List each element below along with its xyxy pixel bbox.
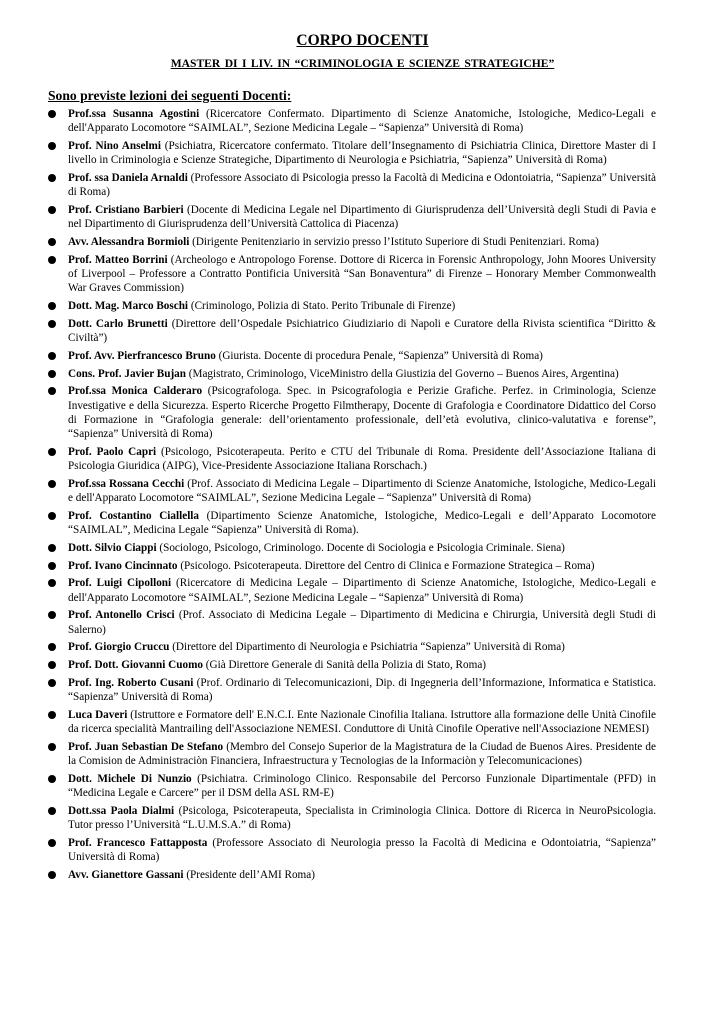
docente-name: Dott.ssa Paola Dialmi bbox=[68, 804, 175, 817]
docente-list-item bbox=[48, 640, 656, 654]
docente-list-item bbox=[48, 107, 656, 135]
docente-description: (Docente di Medicina Legale nel Dipartimento di Giurisprudenza dell’Università degli Studi di Pavia e nel Dipartimento di Giurisprudenza dell’Università Cattolica di Piacenza) bbox=[68, 204, 656, 231]
docente-list-item bbox=[48, 235, 656, 249]
docente-description: (Psicologo. Psicoterapeuta. Direttore del Centro di Clinica e Formazione Strategica – Roma) bbox=[177, 559, 595, 572]
docente-list-item bbox=[48, 445, 656, 473]
docente-description: (Membro del Consejo Superior de la Magistratura de la Ciudad de Buenos Aires. Presidente de la Comision de Administraciòn Financiera, Infraestructura y Tecnologias de la Informaciòn y Telecomunicaciones) bbox=[68, 740, 656, 768]
docente-name: Prof. Matteo Borrini bbox=[68, 253, 168, 266]
bullet-icon bbox=[48, 807, 56, 815]
docente-list-item bbox=[48, 608, 656, 636]
docente-description: (Criminologo, Polizia di Stato. Perito Tribunale di Firenze) bbox=[188, 300, 456, 312]
bullet-icon bbox=[48, 512, 56, 520]
docente-description: (Prof. Associato di Medicina Legale – Dipartimento di Medicina e Chirurgia, Università degli Studi di Salerno) bbox=[68, 609, 657, 636]
bullet-icon bbox=[48, 387, 56, 395]
docente-name: Luca Daveri bbox=[68, 708, 128, 721]
docente-description: (Professore Associato di Psicologia presso la Facoltà di Medicina e Odontoiatria, “Sapienza” Università di Roma) bbox=[68, 172, 656, 199]
bullet-icon bbox=[48, 611, 56, 619]
docente-name: Prof. ssa Daniela Arnaldi bbox=[68, 172, 188, 184]
docente-list-item bbox=[48, 299, 656, 313]
docente-name: Dott. Mag. Marco Boschi bbox=[68, 300, 189, 312]
docente-list-item bbox=[48, 139, 656, 167]
bullet-icon bbox=[48, 871, 56, 879]
docente-description: (Psichiatra, Ricercatore confermato. Titolare dell’Insegnamento di Psichiatria Clinica, Direttore Master di I livello in Criminologia e Scienze Strategiche, Dipartimento di Neurologia e Psichiatria, “Sapienza” Università di Roma) bbox=[68, 140, 656, 167]
docente-list-item bbox=[48, 509, 656, 537]
docente-list-item bbox=[48, 171, 656, 199]
docente-list-item bbox=[48, 676, 656, 704]
docente-description: (Archeologo e Antropologo Forense. Dottore di Ricerca in Forensic Anthropology, John Moores University of Liverpool – Professore a Contratto Pontificia Università “San Bonaventura” di Firenze – Honorary Member Commonwealth War Graves Commission) bbox=[68, 253, 656, 295]
docente-name: Avv. Gianettore Gassani bbox=[68, 868, 184, 881]
docente-description: (Psichiatra. Criminologo Clinico. Responsabile del Percorso Funzionale Dipartimentale (PFD) in “Medicina Legale e Carcere” per il DSM della ASL RM-E) bbox=[68, 772, 657, 800]
docente-list-item bbox=[48, 477, 656, 505]
docente-list-item bbox=[48, 804, 656, 832]
docente-name: Prof. Ivano Cincinnato bbox=[68, 559, 178, 572]
docente-list-item bbox=[48, 203, 656, 231]
docente-name: Prof.ssa Susanna Agostini bbox=[68, 108, 200, 120]
docente-name: Prof. Cristiano Barbieri bbox=[68, 204, 184, 216]
docente-description: (Dipartimento Scienze Anatomiche, Istologiche, Medico-Legali e dell’Apparato Locomotore “SAIMLAL”, Medicina Legale “Sapienza” Università di Roma). bbox=[68, 509, 656, 536]
docente-name: Prof.ssa Monica Calderaro bbox=[68, 385, 203, 398]
bullet-icon bbox=[48, 562, 56, 570]
docente-description: (Sociologo, Psicologo, Criminologo. Docente di Sociologia e Psicologia Criminale. Siena) bbox=[156, 541, 565, 554]
bullet-icon bbox=[48, 579, 56, 587]
bullet-icon bbox=[48, 679, 56, 687]
docente-name: Prof. Ing. Roberto Cusani bbox=[68, 676, 194, 689]
bullet-icon bbox=[48, 302, 56, 310]
bullet-icon bbox=[48, 206, 56, 214]
bullet-icon bbox=[48, 256, 56, 264]
bullet-icon bbox=[48, 238, 56, 246]
docente-description: (Direttore del Dipartimento di Neurologia e Psichiatria “Sapienza” Università di Roma) bbox=[169, 641, 565, 654]
docente-name: Prof. Dott. Giovanni Cuomo bbox=[68, 659, 203, 672]
docente-description: (Psicologo, Psicoterapeuta. Perito e CTU del Tribunale di Roma. Presidente dell’Associazione Italiana di Psicologia Giuridica (AIPG), Vice-Presidente Associazione Italiana Rorschach.) bbox=[68, 445, 657, 472]
bullet-icon bbox=[48, 643, 56, 651]
docente-name: Avv. Alessandra Bormioli bbox=[68, 236, 190, 248]
docente-description: (Ricercatore Confermato. Dipartimento di Scienze Anatomiche, Istologiche, Medico-Legali e dell'Apparato Locomotore “SAIMLAL”, Sezione Medicina Legale – “Sapienza” Università di Roma) bbox=[68, 108, 656, 135]
docente-description: (Presidente dell’AMI Roma) bbox=[183, 868, 315, 881]
docente-list-item bbox=[48, 559, 656, 573]
docente-list-item bbox=[48, 836, 656, 864]
document-title: CORPO DOCENTI bbox=[296, 32, 429, 49]
docente-name: Prof. Giorgio Cruccu bbox=[68, 641, 170, 654]
bullet-icon bbox=[48, 544, 56, 552]
docente-description: (Magistrato, Criminologo, ViceMinistro della Giustizia del Governo – Buenos Aires, Argentina) bbox=[186, 367, 619, 380]
docente-list-item bbox=[48, 317, 656, 345]
list-intro-heading: Sono previste lezioni dei seguenti Docenti: bbox=[48, 88, 292, 103]
bullet-icon bbox=[48, 352, 56, 360]
document-subtitle: MASTER DI I LIV. IN “CRIMINOLOGIA E SCIENZE STRATEGICHE” bbox=[170, 57, 555, 70]
bullet-icon bbox=[48, 743, 56, 751]
docenti-list bbox=[48, 107, 656, 886]
bullet-icon bbox=[48, 174, 56, 182]
docente-description: (Professore Associato di Neurologia presso la Facoltà di Medicina e Odontoiatria, “Sapienza” Università di Roma) bbox=[68, 836, 656, 864]
bullet-icon bbox=[48, 661, 56, 669]
docente-list-item bbox=[48, 384, 656, 441]
docente-name: Prof. Paolo Capri bbox=[68, 445, 157, 458]
docente-name: Prof. Avv. Pierfrancesco Bruno bbox=[68, 349, 216, 362]
docente-list-item bbox=[48, 541, 656, 555]
docente-name: Prof. Francesco Fattapposta bbox=[68, 836, 208, 849]
docente-list-item bbox=[48, 253, 656, 296]
docente-name: Prof. Antonello Crisci bbox=[68, 609, 175, 622]
docente-list-item bbox=[48, 740, 656, 768]
bullet-icon bbox=[48, 448, 56, 456]
bullet-icon bbox=[48, 142, 56, 150]
docente-name: Prof. Nino Anselmi bbox=[68, 140, 161, 152]
docente-description: (Dirigente Penitenziario in servizio presso l’Istituto Superiore di Studi Penitenziari. Roma) bbox=[189, 236, 599, 248]
bullet-icon bbox=[48, 839, 56, 847]
docente-list-item bbox=[48, 772, 656, 800]
bullet-icon bbox=[48, 711, 56, 719]
docente-name: Prof.ssa Rossana Cecchi bbox=[68, 477, 185, 490]
bullet-icon bbox=[48, 110, 56, 118]
docente-description: (Psicologa, Psicoterapeuta, Specialista in Criminologia Clinica. Dottore di Ricerca in NeuroPsicologia. Tutor presso l’Università “L.U.M.S.A.” di Roma) bbox=[68, 804, 657, 832]
docente-name: Dott. Michele Di Nunzio bbox=[68, 772, 192, 785]
docente-name: Prof. Juan Sebastian De Stefano bbox=[68, 740, 224, 753]
docente-description: (Direttore dell’Ospedale Psichiatrico Giudiziario di Napoli e Curatore della Rivista scientifica “Diritto & Civiltà”) bbox=[68, 317, 656, 344]
docente-name: Prof. Luigi Cipolloni bbox=[68, 577, 172, 590]
docente-list-item bbox=[48, 658, 656, 672]
docente-name: Dott. Silvio Ciappi bbox=[68, 541, 157, 554]
docente-description: (Istruttore e Formatore dell' E.N.C.I. Ente Nazionale Cinofilia Italiana. Istruttore alla formazione delle Unità Cinofile da ricerca specialità Mantrailing dell'Associazione NEMESI. Conduttore di Unità Cinofile Operative nell'Associazione NEMESI) bbox=[68, 708, 656, 736]
bullet-icon bbox=[48, 775, 56, 783]
docente-name: Prof. Costantino Ciallella bbox=[68, 509, 200, 522]
docente-list-item bbox=[48, 349, 656, 363]
bullet-icon bbox=[48, 370, 56, 378]
bullet-icon bbox=[48, 320, 56, 328]
bullet-icon bbox=[48, 480, 56, 488]
docente-list-item bbox=[48, 868, 656, 882]
docente-list-item bbox=[48, 576, 656, 604]
docente-description: (Già Direttore Generale di Sanità della Polizia di Stato, Roma) bbox=[202, 659, 487, 672]
docente-list-item bbox=[48, 708, 656, 736]
docente-name: Dott. Carlo Brunetti bbox=[68, 317, 168, 330]
docente-description: (Giurista. Docente di procedura Penale, “Sapienza” Università di Roma) bbox=[215, 349, 543, 362]
docente-description: (Psicografologa. Spec. in Psicografologia e Perizie Grafiche. Perfez. in Criminologia, Scienze Investigative e della Sicurezza. Esperto Ricerche Progetto Filmtherapy, Docente di Grafologia e Coordinatore Didattico del Corso di Formazione in “Grafologia generale: dell’orientamento professionale, dell’età evolutiva, clinico-valutativa e forense”, “Sapienza” Università di Roma) bbox=[68, 385, 656, 440]
docente-name: Cons. Prof. Javier Bujan bbox=[68, 367, 186, 380]
docente-description: (Prof. Associato di Medicina Legale – Dipartimento di Scienze Anatomiche, Istologiche, Medico-Legali e dell'Apparato Locomotore “SAIMLAL”, Sezione Medicina Legale – “Sapienza” Università di Roma) bbox=[68, 477, 656, 504]
docente-list-item bbox=[48, 367, 656, 381]
docente-description: (Prof. Ordinario di Telecomunicazioni, Dip. di Ingegneria dell’Informazione, Informatica e Statistica. “Sapienza” Università di Roma) bbox=[68, 676, 656, 704]
docente-description: (Ricercatore di Medicina Legale – Dipartimento di Scienze Anatomiche, Istologiche, Medico-Legali e dell'Apparato Locomotore “SAIMLAL”, Sezione Medicina Legale – “Sapienza” Università di Roma) bbox=[68, 577, 656, 604]
